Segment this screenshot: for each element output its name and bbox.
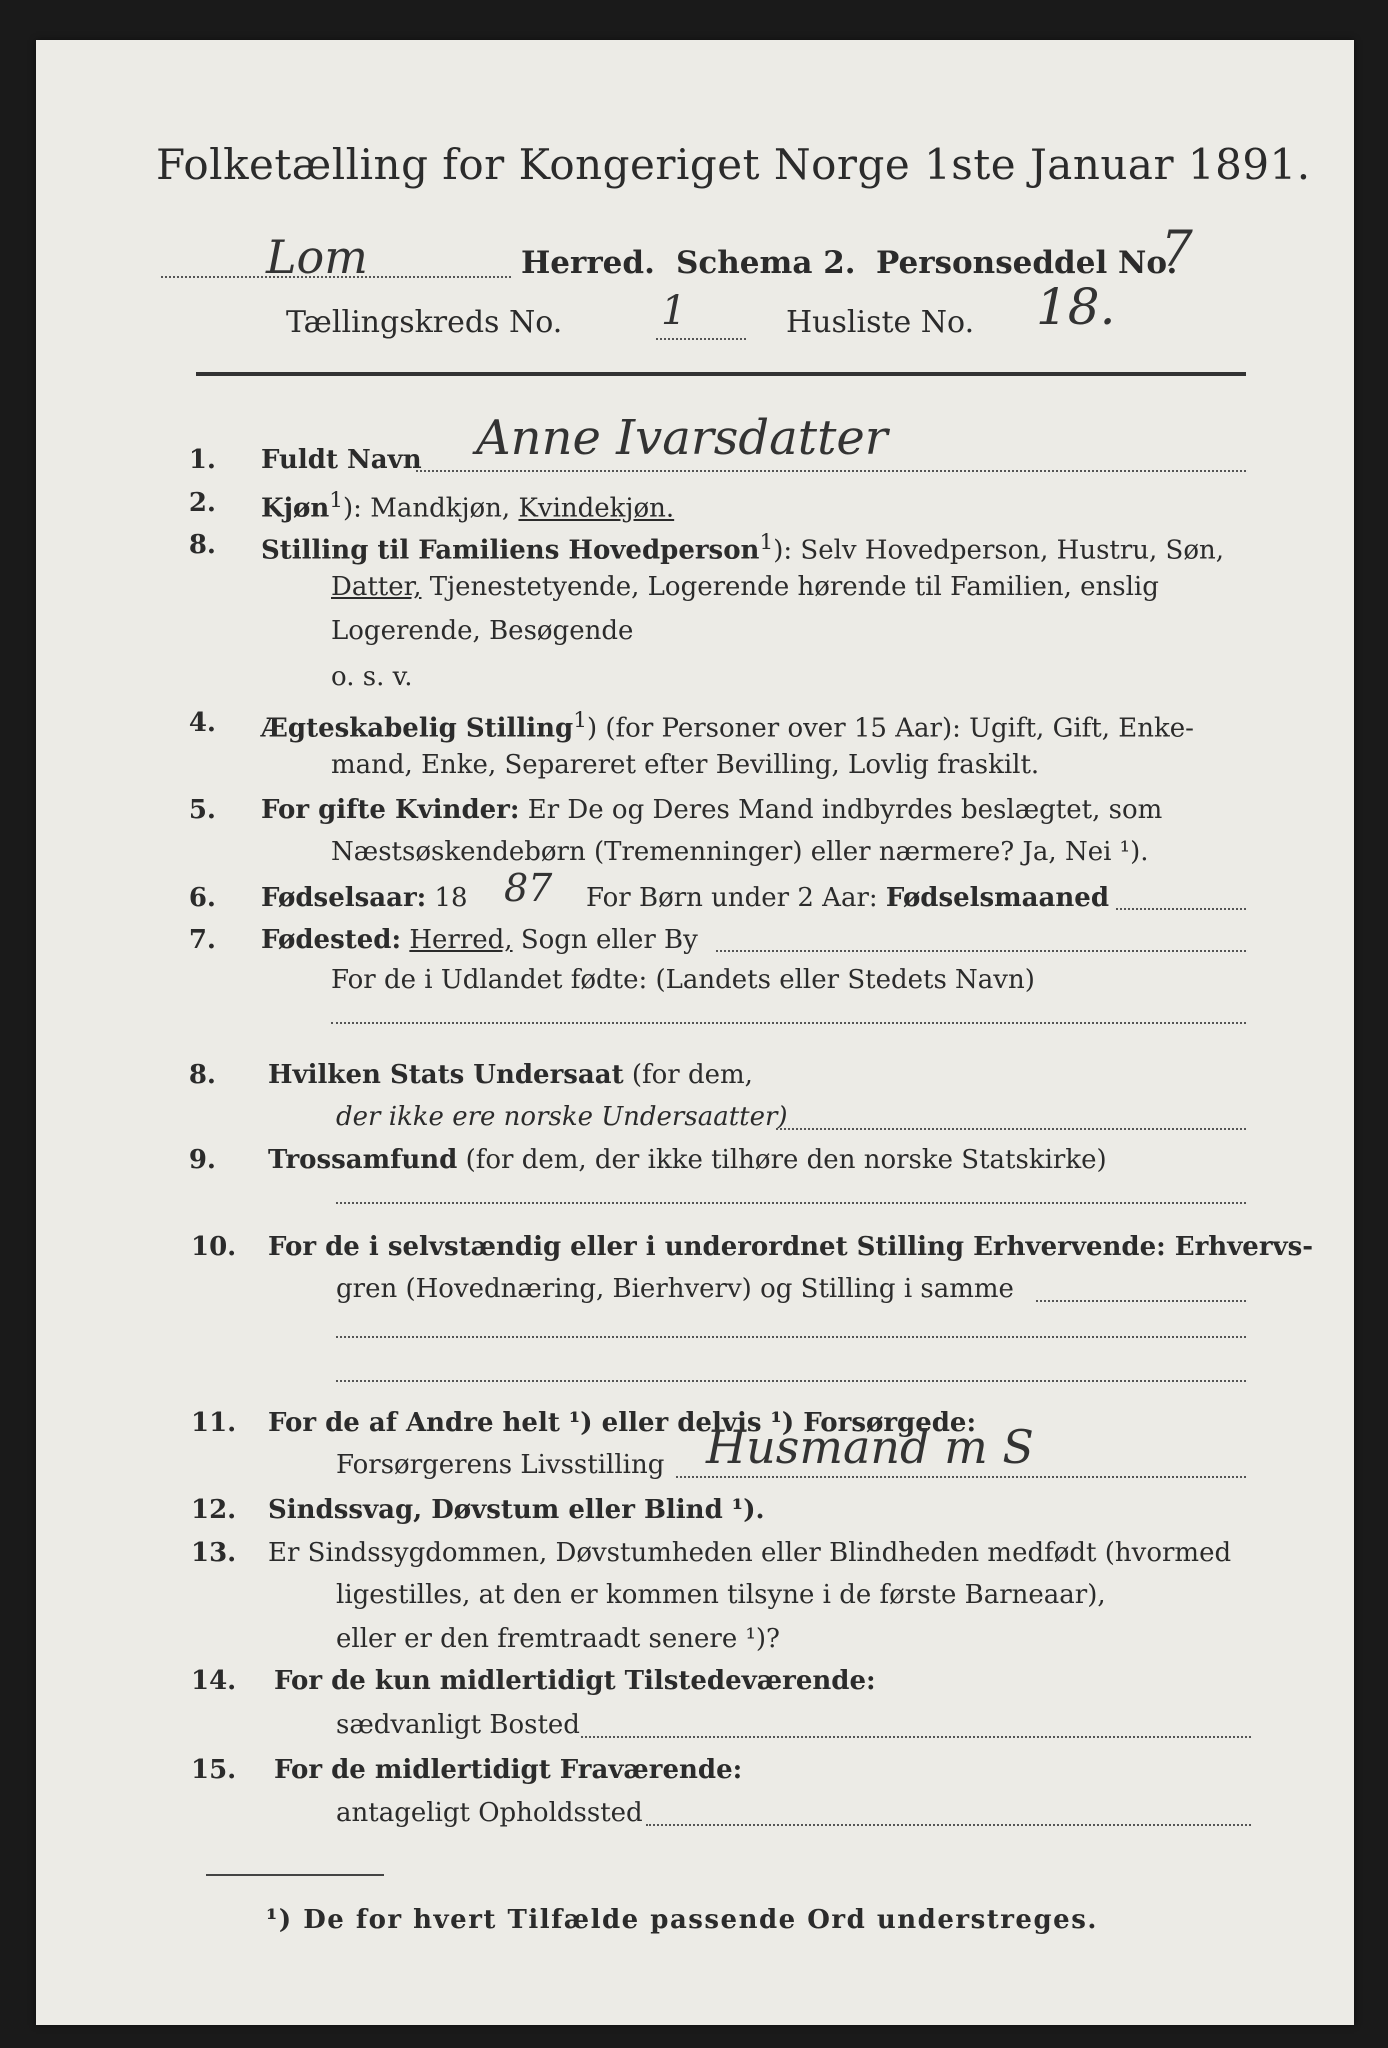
item-number: 12. — [191, 1495, 237, 1525]
item-label: Fødselsmaaned — [885, 883, 1110, 913]
item-number: 4. — [188, 708, 216, 738]
item-text: Logerende, Besøgende — [331, 616, 634, 646]
item-label: Stilling til Familiens Hovedperson — [261, 535, 760, 566]
item-text: gren (Hovednæring, Bierhverv) og Stilling i samme — [336, 1274, 1014, 1304]
footnote-ref: 1 — [329, 488, 344, 513]
item-text: Er De og Deres Mand indbyrdes beslægtet, som — [519, 795, 1163, 825]
header-rule — [196, 372, 1246, 376]
birth-year-value: 87 — [504, 866, 553, 910]
item-label: For gifte Kvinder: — [261, 795, 520, 825]
item-number: 13. — [191, 1538, 237, 1568]
item-label: Trossamfund — [268, 1145, 458, 1175]
item-text: (for dem, — [623, 1060, 753, 1090]
item-number: 9. — [188, 1145, 216, 1175]
item-label: Kjøn — [261, 493, 330, 524]
provider-line — [676, 1476, 1246, 1478]
item-text: (hvormed — [1096, 1538, 1232, 1568]
item-number: 5. — [188, 795, 216, 825]
item-label: For de midlertidigt Fraværende: — [274, 1755, 743, 1785]
form-title: Folketælling for Kongeriget Norge 1ste Januar 1891. — [156, 140, 1311, 189]
occupation-line — [1036, 1300, 1246, 1302]
husliste-value: 18. — [1036, 278, 1116, 336]
name-line — [416, 470, 1246, 472]
item-text: Næstsøskendebørn (Tremenninger) eller nærmere? Ja, Nei ¹). — [331, 837, 1149, 867]
footnote-rule — [206, 1874, 384, 1876]
footnote-ref: 1 — [573, 708, 587, 733]
foreign-birthplace-line — [331, 1022, 1246, 1024]
personseddel-label: Personseddel No. — [876, 245, 1178, 281]
residence-line — [581, 1736, 1251, 1738]
item-label: For de kun midlertidigt Tilstedeværende: — [274, 1666, 876, 1696]
item-number: 2. — [188, 488, 216, 518]
item-label: Ægteskabelig Stilling — [261, 713, 574, 744]
personseddel-value: 7 — [1161, 220, 1193, 278]
whereabouts-line — [646, 1824, 1251, 1826]
item-label: Hvilken Stats Undersaat — [268, 1060, 624, 1090]
item-text: For de i Udlandet fødte: (Landets eller Stedets Navn) — [331, 965, 1035, 995]
underlined-option: Kvindekjøn. — [518, 493, 675, 524]
item-number: 14. — [191, 1666, 237, 1696]
schema-label: Schema 2. — [676, 245, 856, 281]
item-number: 15. — [191, 1755, 237, 1785]
item-text: Forsørgerens Livsstilling — [336, 1450, 665, 1480]
footnote: ¹) De for hvert Tilfælde passende Ord understreges. — [266, 1905, 1098, 1935]
item-text: (for dem, der ikke tilhøre den norske Statskirke) — [457, 1145, 1107, 1175]
item-text: eller er den fremtraadt senere ¹)? — [336, 1624, 780, 1654]
item-text: antageligt Opholdssted — [336, 1798, 643, 1828]
item-text: For Børn under 2 Aar: — [586, 883, 878, 913]
item-text: Tjenestetyende, Logerende hørende til Familien, enslig — [421, 572, 1159, 602]
item-label: Fødested: — [261, 925, 402, 955]
item-number: 10. — [191, 1232, 237, 1262]
item-number: 11. — [191, 1408, 237, 1438]
year-prefix: 18 — [434, 883, 468, 913]
item-label: For de i selvstændig eller i underordnet Stilling Erhvervende: Erhvervs- — [268, 1232, 1314, 1262]
occupation-line-3 — [336, 1380, 1246, 1382]
census-form-page — [36, 40, 1354, 2025]
item-label: Er Sindssygdommen, Døvstumheden eller Blindheden medfødt — [268, 1538, 1097, 1568]
nationality-line — [776, 1128, 1246, 1130]
herred-value: Lom — [266, 230, 368, 284]
kreds-value: 1 — [661, 288, 687, 334]
item-number: 1. — [188, 445, 216, 475]
item-text: ) (for Personer over 15 Aar): Ugift, Gift, Enke- — [586, 713, 1194, 744]
item-text: der ikke ere norske Undersaatter) — [336, 1102, 788, 1132]
item-label: Fødselsaar: — [261, 883, 427, 913]
kreds-label: Tællingskreds No. — [286, 305, 563, 340]
occupation-line-2 — [336, 1336, 1246, 1338]
item-text: Sogn eller By — [512, 925, 698, 955]
item-text: mand, Enke, Separeret efter Bevilling, Lovlig fraskilt. — [331, 750, 1040, 780]
item-text: ): Mandkjøn, — [343, 493, 519, 524]
husliste-label: Husliste No. — [786, 305, 975, 340]
herred-label: Herred. — [521, 245, 655, 281]
provider-occupation-value: Husmand m S — [706, 1420, 1034, 1474]
item-number: 8. — [188, 530, 216, 560]
item-label: For de af Andre helt ¹) eller delvis ¹) Forsørgede: — [268, 1408, 977, 1438]
underlined-option: Herred, — [409, 925, 513, 955]
item-text: ): Selv Hovedperson, Hustru, Søn, — [773, 535, 1225, 566]
kreds-line — [656, 338, 746, 340]
item-number: 8. — [188, 1060, 216, 1090]
birthplace-line — [716, 950, 1246, 952]
item-number: 7. — [188, 925, 216, 955]
item-text: sædvanligt Bosted — [336, 1710, 580, 1740]
item-label: Fuldt Navn — [261, 445, 422, 475]
full-name-value: Anne Ivarsdatter — [476, 410, 888, 466]
item-label: Sindssvag, Døvstum eller Blind ¹). — [268, 1495, 765, 1525]
month-line — [1116, 908, 1246, 910]
item-text: ligestilles, at den er kommen tilsyne i de første Barneaar), — [336, 1580, 1106, 1610]
item-number: 6. — [188, 883, 216, 913]
footnote-ref: 1 — [759, 530, 774, 555]
underlined-option: Datter, — [331, 572, 422, 602]
religion-line — [336, 1202, 1246, 1204]
herred-line — [161, 276, 511, 278]
item-text: o. s. v. — [331, 662, 413, 692]
